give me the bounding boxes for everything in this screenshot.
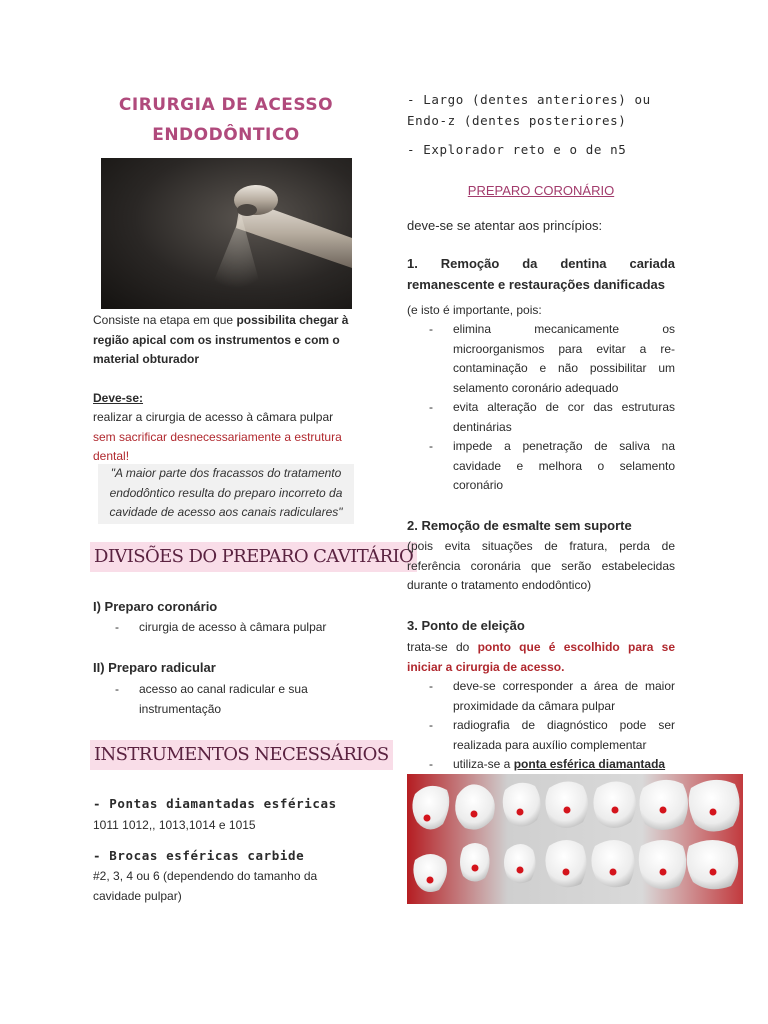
preparo-radicular-detail: - acesso ao canal radicular e sua instrumentação (115, 682, 308, 716)
deve-se-paragraph (93, 408, 359, 467)
brocas-title: - Brocas esféricas carbide (93, 848, 305, 863)
largo-item: - Largo (dentes anteriores) ou Endo-z (dentes posteriores) (407, 92, 651, 128)
principio-3-bullet-1: - deve-se corresponder a área de maior proximidade da câmara pulpar (429, 679, 675, 713)
quote-text: "A maior parte dos fracassos do tratamento endodôntico resulta do preparo incorreto da cavidade de acesso aos canais radiculares" (109, 466, 343, 519)
preparo-coronario-item: I) Preparo coronário (93, 599, 218, 614)
preparo-radicular-detail-text: acesso ao canal radicular e sua instrumentação (139, 682, 308, 716)
handpiece-photo (101, 158, 352, 309)
bullet-text: radiografia de diagnóstico pode ser realizada para auxílio complementar (453, 718, 675, 752)
principio-3-title: 3. Ponto de eleição (407, 618, 525, 633)
principio-2-title: 2. Remoção de esmalte sem suporte (407, 518, 632, 533)
bullet-text: evita alteração de cor das estruturas dentinárias (453, 400, 675, 434)
bullet-text: utiliza-se a (453, 757, 514, 771)
bullet-text: elimina mecanicamente os microorganismos para evitar a re-contaminação e não possibilitar um selamento coronário adequado (453, 322, 675, 395)
principio-3-bullet-2: - radiografia de diagnóstico pode ser realizada para auxílio complementar (429, 718, 675, 752)
principio-1-title: 1. Remoção da dentina cariada remanescente e restaurações danificadas (407, 256, 675, 292)
preparo-coronario-detail-text: cirurgia de acesso à câmara pulpar (139, 620, 327, 634)
bullet-text: deve-se corresponder a área de maior proximidade da câmara pulpar (453, 679, 675, 713)
deve-se-text: realizar a cirurgia de acesso à câmara pulpar (93, 410, 334, 424)
principio-1-bullet-2: - evita alteração de cor das estruturas dentinárias (429, 400, 675, 434)
instrumentos-heading: INSTRUMENTOS NECESSÁRIOS (90, 740, 393, 770)
preparo-coronario-detail: - cirurgia de acesso à câmara pulpar (115, 620, 327, 634)
teeth-access-points-image (407, 774, 743, 904)
brocas-detail: #2, 3, 4 ou 6 (dependendo do tamanho da cavidade pulpar) (93, 869, 318, 903)
preparo-radicular-item: II) Preparo radicular (93, 660, 216, 675)
pontas-title: - Pontas diamantadas esféricas (93, 796, 337, 811)
page-title (93, 90, 359, 150)
principio-3-plain: trata-se do (407, 640, 478, 654)
quote-box (98, 464, 354, 524)
principio-2-text: (pois evita situações de fratura, perda de referência coronária que serão estabelecidas durante o tratamento endodôntico) (407, 539, 675, 592)
principios-intro: deve-se se atentar aos princípios: (407, 218, 603, 233)
deve-se-label: Deve-se: (93, 391, 144, 405)
explorador-item: - Explorador reto e o de n5 (407, 142, 627, 157)
principio-1-note: (e isto é importante, pois: (407, 303, 542, 317)
pontas-detail: 1011 1012,, 1013,1014 e 1015 (93, 818, 256, 832)
principio-3-text (407, 638, 675, 677)
principio-1-bullet-1: - elimina mecanicamente os microorganismos para evitar a re-contaminação e não possibilitar um selamento coronário adequado (429, 322, 675, 395)
principio-3-bullet-3: - utiliza-se a ponta esférica diamantada (429, 757, 666, 771)
divisoes-heading: DIVISÕES DO PREPARO CAVITÁRIO (90, 542, 417, 572)
intro-bold-text: possibilita chegar à região apical com os instrumentos e com o material obturador (93, 313, 349, 366)
handpiece-illustration (101, 158, 352, 309)
page-title-line1: CIRURGIA DE ACESSO (118, 95, 334, 115)
intro-paragraph (93, 311, 359, 370)
teeth-illustration (407, 774, 743, 904)
intro-text: Consiste na etapa em que (93, 313, 237, 327)
page-title-line2: ENDODÔNTICO (152, 125, 300, 145)
principio-3-red: ponto que é escolhido para se iniciar a cirurgia de acesso. (407, 640, 676, 674)
preparo-coronario-heading: PREPARO CORONÁRIO (467, 183, 615, 198)
principio-1-bullet-3: - impede a penetração de saliva na cavidade e melhora o selamento coronário (429, 439, 675, 492)
deve-se-red-text: sem sacrificar desnecessariamente a estrutura dental! (93, 429, 342, 463)
bullet-text: impede a penetração de saliva na cavidade e melhora o selamento coronário (453, 439, 675, 492)
ponta-esferica-text: ponta esférica diamantada (513, 757, 666, 771)
